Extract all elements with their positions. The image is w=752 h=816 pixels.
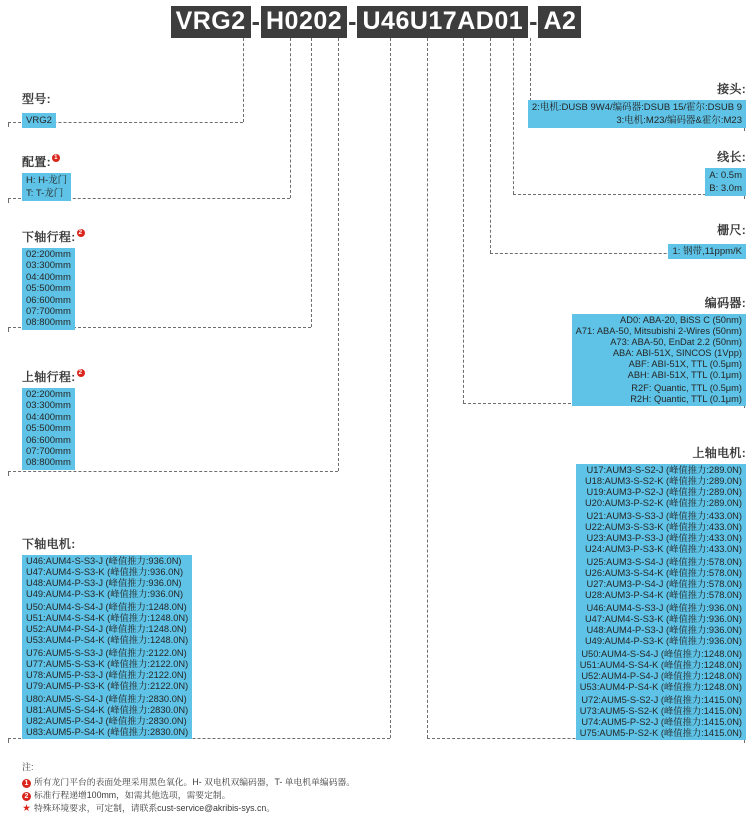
option-item: U77:AUM5-S-S3-K (峰值推力:2122.0N) [26,659,189,669]
option-item: 1: 钢带,11ppm/K [672,246,742,257]
option-item: U52:AUM4-P-S4-J (峰值推力:1248.0N) [581,671,742,681]
option-item: AD0: ABA-20, BiSS C (50nm) [620,315,742,325]
group-upper-motor [576,444,746,741]
option-item: 04:400mm [26,411,71,423]
option-item: 02:200mm [26,249,71,260]
option-item: R2H: Quantic, TTL (0.1μm) [630,394,742,404]
connector-line-upper-travel-v [338,38,339,471]
option-item: A71: ABA-50, Mitsubishi 2-Wires (50nm) [575,326,742,336]
connector-line-cable-v [513,38,514,194]
option-item: U52:AUM4-P-S4-J (峰值推力:1248.0N) [26,624,187,634]
option-item: U47:AUM4-S-S3-K (峰值推力:936.0N) [584,614,742,624]
option-item: U24:AUM3-P-S3-K (峰值推力:433.0N) [584,544,742,554]
option-list-connector [528,100,746,128]
footnote-star-text: 特殊环境要求，可定制，请联系cust-service@akribis-sys.cn。 [34,803,276,813]
option-item: U25:AUM3-S-S4-J (峰值推力:578.0N) [586,557,742,567]
group-label-text: 型号: [22,92,51,106]
option-list-lower-travel [22,248,75,330]
group-label-text: 下轴电机: [22,537,76,551]
connector-line-upper-travel-h [8,471,338,472]
model-number [0,6,752,38]
group-label-text: 栅尺: [717,223,746,237]
option-list-lower-motor [22,555,192,739]
note-ref-2-badge: 2 [77,229,85,237]
option-list-config [22,173,71,201]
option-item: 07:700mm [26,446,71,458]
group-connector [528,80,746,128]
option-item: U83:AUM5-P-S4-K (峰值推力:2830.0N) [26,727,189,737]
group-label-text: 配置: [22,155,51,169]
option-item: U21:AUM3-S-S3-J (峰值推力:433.0N) [586,511,742,521]
option-item: ABA: ABI-51X, SINCOS (1Vpp) [612,348,742,358]
group-encoder-label [572,294,746,311]
option-list-upper-travel [22,388,75,470]
group-lower-motor-label [22,535,192,552]
group-lower-travel [22,228,85,330]
group-cable-length [705,148,746,196]
option-item: U47:AUM4-S-S3-K (峰值推力:936.0N) [26,567,184,577]
option-item: 3:电机:M23/编码器&霍尔:M23 [616,115,742,126]
connector-line-config-v [290,38,291,198]
group-label-text: 上轴行程: [22,370,76,384]
option-item: U51:AUM4-S-S4-K (峰值推力:1248.0N) [26,613,189,623]
connector-line-lower-motor-v [390,38,391,738]
footnote-2-text: 标准行程递增100mm，如需其他选项，需要定制。 [34,790,231,800]
star-icon: ★ [22,803,31,814]
group-connector-label [528,80,746,97]
footnote-star [22,802,355,815]
circled-1-icon: 1 [22,779,31,788]
option-list-scale [668,244,746,259]
option-item: U73:AUM5-S-S2-K (峰值推力:1415.0N) [579,706,742,716]
footnote-2 [22,789,355,802]
option-item: U48:AUM4-P-S3-J (峰值推力:936.0N) [26,578,182,588]
option-item: 2:电机:DUSB 9W4/编码器:DSUB 15/霍尔:DSUB 9 [531,102,742,113]
connector-line-scale-v [490,38,491,253]
option-item: U79:AUM5-P-S3-K (峰值推力:2122.0N) [26,681,189,691]
group-config-label [22,153,71,170]
option-list-encoder [572,314,746,406]
option-item: U17:AUM3-S-S2-J (峰值推力:289.0N) [586,465,742,475]
connector-line-model-v [243,38,244,122]
option-item: U28:AUM3-P-S4-K (峰值推力:578.0N) [584,590,742,600]
note-ref-1-badge: 1 [52,154,60,162]
option-item: 06:600mm [26,434,71,446]
option-item: U48:AUM4-P-S3-J (峰值推力:936.0N) [586,625,742,635]
model-segment-cable-connector: A2 [538,6,581,38]
group-upper-motor-label [576,444,746,461]
option-list-upper-motor [576,464,746,740]
group-label-text: 下轴行程: [22,230,76,244]
option-item: U22:AUM3-S-S3-K (峰值推力:433.0N) [584,522,742,532]
group-upper-travel-label [22,368,85,385]
note-ref-2-badge: 2 [77,369,85,377]
model-segment-series: VRG2 [171,6,251,38]
footnotes [22,760,355,815]
option-item: A: 0.5m [709,170,742,181]
model-segment-config-travel: H0202 [261,6,347,38]
title-separator: - [529,7,538,36]
model-segment-motor-encoder: U46U17AD01 [357,6,528,38]
option-item: VRG2 [26,115,52,126]
connector-line-upper-motor-v [427,38,428,738]
option-item: 06:600mm [26,294,71,306]
group-lower-motor [22,535,192,740]
connector-line-encoder-v [463,38,464,403]
option-item: 05:500mm [26,423,71,435]
option-item: T: T-龙门 [26,188,64,199]
title-separator: - [348,7,357,36]
group-label-text: 线长: [717,150,746,164]
option-item: 05:500mm [26,283,71,295]
option-item: U50:AUM4-S-S4-J (峰值推力:1248.0N) [581,649,742,659]
option-item: 02:200mm [26,389,71,400]
option-item: 03:300mm [26,400,71,412]
option-item: R2F: Quantic, TTL (0.5μm) [631,383,742,393]
option-item: U80:AUM5-S-S4-J (峰值推力:2830.0N) [26,694,187,704]
option-item: U75:AUM5-P-S2-K (峰值推力:1415.0N) [579,728,742,738]
option-item: 07:700mm [26,306,71,318]
option-item: U78:AUM5-P-S3-J (峰值推力:2122.0N) [26,670,187,680]
option-item: 04:400mm [26,271,71,283]
footnotes-header: 注: [22,762,34,772]
option-item: U50:AUM4-S-S4-J (峰值推力:1248.0N) [26,602,187,612]
option-item: U81:AUM5-S-S4-K (峰值推力:2830.0N) [26,705,189,715]
footnote-1-text: 所有龙门平台的表面处理采用黑色氧化。H- 双电机双编码器，T- 单电机单编码器。 [34,777,356,787]
group-label-text: 接头: [717,82,746,96]
option-item: U74:AUM5-P-S2-J (峰值推力:1415.0N) [581,717,742,727]
option-item: U49:AUM4-P-S3-K (峰值推力:936.0N) [26,589,184,599]
option-item: U51:AUM4-S-S4-K (峰值推力:1248.0N) [579,660,742,670]
option-item: U20:AUM3-P-S2-K (峰值推力:289.0N) [584,498,742,508]
group-model [22,90,56,128]
option-item: U19:AUM3-P-S2-J (峰值推力:289.0N) [586,487,742,497]
group-encoder [572,294,746,407]
option-item: U76:AUM5-S-S3-J (峰值推力:2122.0N) [26,648,187,658]
circled-2-icon: 2 [22,792,31,801]
option-item: U72:AUM5-S-S2-J (峰值推力:1415.0N) [581,695,742,705]
group-scale-label [668,221,746,238]
group-config [22,153,71,201]
option-item: 08:800mm [26,317,71,329]
group-lower-travel-label [22,228,85,245]
option-item: H: H-龙门 [26,175,68,186]
option-item: U27:AUM3-P-S4-J (峰值推力:578.0N) [586,579,742,589]
group-label-text: 编码器: [704,296,746,310]
footnote-1 [22,776,355,789]
option-item: 08:800mm [26,457,71,469]
option-item: U53:AUM4-P-S4-K (峰值推力:1248.0N) [579,682,742,692]
option-item: A73: ABA-50, EnDat 2.2 (50nm) [610,337,742,347]
group-model-label [22,90,56,107]
option-list-cable-length [705,168,746,196]
group-cable-length-label [705,148,746,165]
group-scale [668,221,746,259]
option-item: ABH: ABI-51X, TTL (0.1μm) [627,370,742,380]
option-item: U46:AUM4-S-S3-J (峰值推力:936.0N) [26,556,182,566]
option-item: U23:AUM3-P-S3-J (峰值推力:433.0N) [586,533,742,543]
option-item: U82:AUM5-P-S4-J (峰值推力:2830.0N) [26,716,187,726]
option-list-model [22,113,56,128]
option-item: B: 3.0m [709,183,742,194]
option-item: U46:AUM4-S-S3-J (峰值推力:936.0N) [586,603,742,613]
connector-line-lower-travel-v [311,38,312,327]
option-item: U18:AUM3-S-S2-K (峰值推力:289.0N) [584,476,742,486]
option-item: ABF: ABI-51X, TTL (0.5μm) [628,359,742,369]
group-label-text: 上轴电机: [692,446,746,460]
option-item: U26:AUM3-S-S4-K (峰值推力:578.0N) [584,568,742,578]
title-separator: - [251,7,260,36]
option-item: U49:AUM4-P-S3-K (峰值推力:936.0N) [584,636,742,646]
option-item: U53:AUM4-P-S4-K (峰值推力:1248.0N) [26,635,189,645]
option-item: 03:300mm [26,260,71,272]
group-upper-travel [22,368,85,470]
